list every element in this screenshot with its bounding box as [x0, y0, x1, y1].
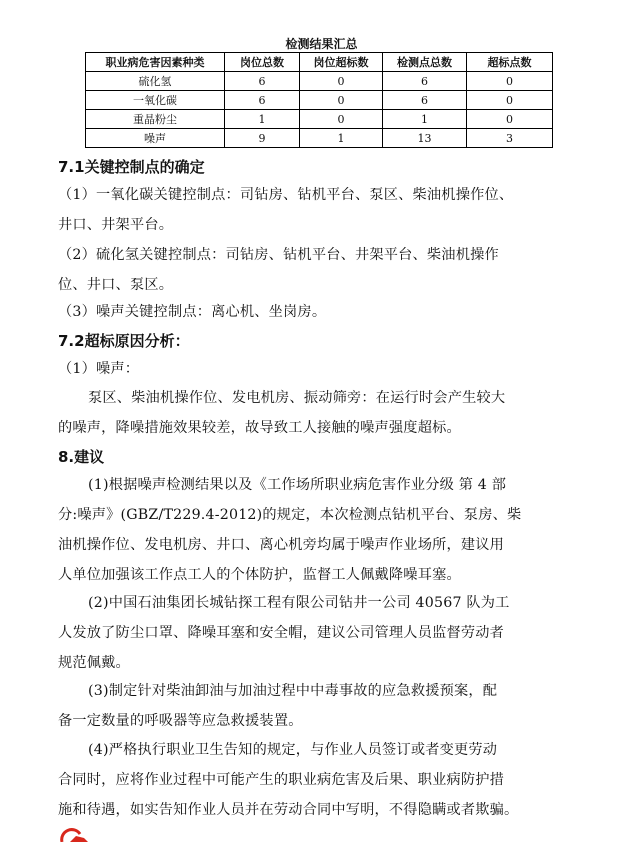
header-factor: 职业病危害因素种类 — [86, 53, 225, 72]
text-line: 油机操作位、发电机房、井口、离心机旁均属于噪声作业场所，建议用 — [58, 537, 505, 553]
header-point-exceed: 超标点数 — [467, 53, 553, 72]
table-cell: 6 — [225, 72, 300, 91]
paragraph-7-1-3 — [58, 297, 326, 327]
text-line: 人发放了防尘口罩、降噪耳塞和安全帽，建议公司管理人员监督劳动者 — [58, 625, 505, 641]
table-cell: 0 — [300, 72, 383, 91]
table-cell: 0 — [300, 110, 383, 129]
table-cell: 一氧化碳 — [86, 91, 225, 110]
header-post-total: 岗位总数 — [225, 53, 300, 72]
text-line: 泵区、柴油机操作位、发电机房、振动筛旁：在运行时会产生较大 — [88, 390, 506, 406]
table-cell: 6 — [225, 91, 300, 110]
text-line: 规范佩戴。 — [58, 655, 130, 671]
table-header-row — [86, 53, 553, 72]
text-line: 施和待遇，如实告知作业人员并在劳动合同中写明，不得隐瞒或者欺骗。 — [58, 802, 519, 818]
text-line: (4)严格执行职业卫生告知的规定，与作业人员签订或者变更劳动 — [88, 742, 498, 758]
table-cell: 13 — [383, 129, 467, 148]
table-cell: 0 — [467, 72, 553, 91]
text-line: 人单位加强该工作点工人的个体防护，监督工人佩戴降噪耳塞。 — [58, 567, 461, 583]
table-cell: 硫化氢 — [86, 72, 225, 91]
table-cell: 3 — [467, 129, 553, 148]
text-line: 合同时，应将作业过程中可能产生的职业病危害及后果、职业病防护措 — [58, 772, 505, 788]
paragraph-7-1-2 — [58, 240, 499, 300]
section-7-2-heading: 7.2超标原因分析： — [58, 332, 190, 350]
text-line: (3)制定针对柴油卸油与加油过程中中毒事故的应急救援预案，配 — [88, 683, 498, 699]
table-row — [86, 72, 553, 91]
table-cell: 0 — [300, 91, 383, 110]
text-line: （3）噪声关键控制点：离心机、坐岗房。 — [58, 304, 327, 320]
table-cell: 重晶粉尘 — [86, 110, 225, 129]
table-cell: 1 — [300, 129, 383, 148]
table-cell: 1 — [383, 110, 467, 129]
section-7-1-heading: 7.1关键控制点的确定 — [58, 158, 205, 176]
text-line: （2）硫化氢关键控制点：司钻房、钻机平台、井架平台、柴油机操作 — [58, 247, 499, 263]
table-cell: 0 — [467, 91, 553, 110]
table-title: 检测结果汇总 — [285, 37, 358, 51]
text-line: 的噪声，降噪措施效果较差，故导致工人接触的噪声强度超标。 — [58, 420, 461, 436]
table-cell: 0 — [467, 110, 553, 129]
table-cell: 6 — [383, 91, 467, 110]
text-line: 井口、井架平台。 — [58, 217, 174, 233]
table-row — [86, 91, 553, 110]
table-cell: 9 — [225, 129, 300, 148]
paragraph-7-2-2 — [58, 383, 505, 443]
header-post-exceed: 岗位超标数 — [300, 53, 383, 72]
text-line: 备一定数量的呼吸器等应急救援装置。 — [58, 713, 303, 729]
text-line: (2)中国石油集团长城钻探工程有限公司钻井一公司 40567 队为工 — [88, 595, 510, 611]
text-line: 位、井口、泵区。 — [58, 277, 174, 293]
table-row — [86, 129, 553, 148]
table-cell: 1 — [225, 110, 300, 129]
header-point-total: 检测点总数 — [383, 53, 467, 72]
paragraph-7-2-1 — [58, 354, 139, 384]
section-8-heading: 8.建议 — [58, 448, 105, 466]
table-cell: 6 — [383, 72, 467, 91]
text-line: (1)根据噪声检测结果以及《工作场所职业病危害作业分级 第 4 部 — [88, 477, 507, 493]
paragraph-7-1-1 — [58, 180, 513, 240]
text-line: （1）噪声： — [58, 361, 140, 377]
paragraph-8-2 — [58, 588, 510, 678]
results-table — [85, 52, 553, 148]
text-line: 分:噪声》(GBZ/T229.4-2012)的规定，本次检测点钻机平台、泵房、柴 — [58, 507, 522, 523]
paragraph-8-4 — [58, 735, 518, 825]
paragraph-8-3 — [58, 676, 497, 736]
text-line: （1）一氧化碳关键控制点：司钻房、钻机平台、泵区、柴油机操作位、 — [58, 187, 514, 203]
table-cell: 噪声 — [86, 129, 225, 148]
paragraph-8-1 — [58, 470, 521, 590]
table-row — [86, 110, 553, 129]
company-logo-icon — [58, 828, 92, 842]
